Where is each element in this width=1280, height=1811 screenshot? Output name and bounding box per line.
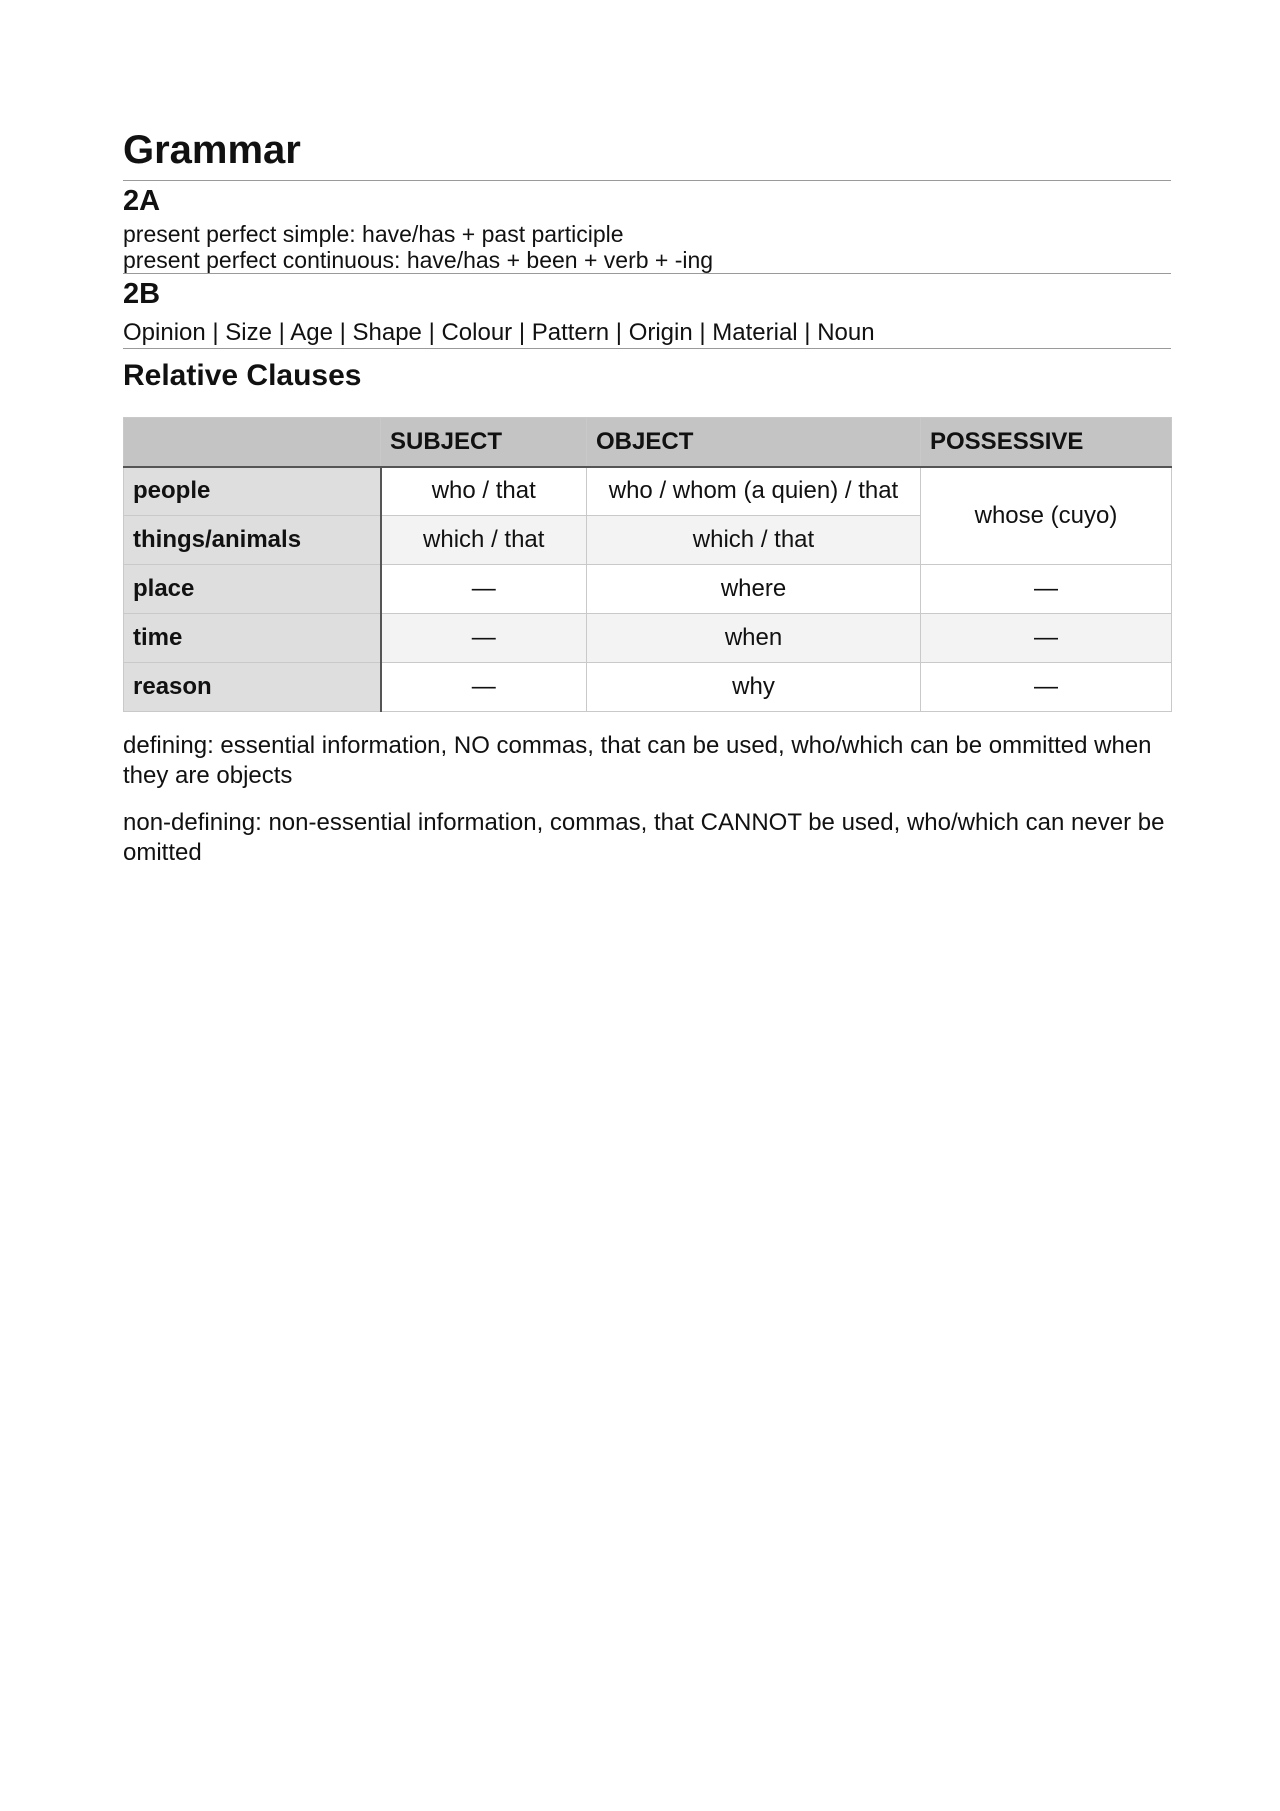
- section-2a-heading: 2A: [123, 185, 161, 217]
- cell-object: when: [587, 614, 921, 663]
- table-row: [124, 663, 1172, 712]
- adjective-order: Opinion | Size | Age | Shape | Colour | Pattern | Origin | Material | Noun: [123, 319, 875, 346]
- cell-object: who / whom (a quien) / that: [587, 467, 921, 516]
- cell-object: where: [587, 565, 921, 614]
- cell-subject: —: [381, 663, 587, 712]
- cell-possessive: —: [921, 614, 1172, 663]
- section-2b-heading: 2B: [123, 278, 161, 310]
- table-row: [124, 467, 1172, 516]
- row-label: time: [124, 614, 381, 663]
- row-label: things/animals: [124, 516, 381, 565]
- header-object: OBJECT: [587, 418, 921, 467]
- relative-clauses-table: [123, 417, 1172, 712]
- header-empty: [124, 418, 381, 467]
- section-2a-line-2: present perfect continuous: have/has + been + verb + -ing: [123, 247, 714, 273]
- cell-possessive: —: [921, 663, 1172, 712]
- table-row: [124, 614, 1172, 663]
- divider-relative-clauses: [123, 348, 1171, 349]
- defining-note: defining: essential information, NO commas, that can be used, who/which can be ommitted when they are objects: [123, 732, 1152, 789]
- cell-possessive: —: [921, 565, 1172, 614]
- table-header-row: [124, 418, 1172, 467]
- page-title: Grammar: [123, 128, 301, 172]
- section-2a: [123, 181, 1171, 273]
- row-label: people: [124, 467, 381, 516]
- row-label: place: [124, 565, 381, 614]
- table-row: [124, 565, 1172, 614]
- document-content: [123, 120, 1171, 868]
- header-subject: SUBJECT: [381, 418, 587, 467]
- cell-object: why: [587, 663, 921, 712]
- section-relative-clauses: [123, 356, 1171, 868]
- relative-clauses-heading: Relative Clauses: [123, 359, 362, 392]
- cell-possessive-merged: whose (cuyo): [921, 467, 1172, 565]
- header-possessive: POSSESSIVE: [921, 418, 1172, 467]
- cell-subject: who / that: [381, 467, 587, 516]
- cell-subject: —: [381, 565, 587, 614]
- non-defining-note: non-defining: non-essential information, commas, that CANNOT be used, who/which can never be omitted: [123, 809, 1165, 866]
- section-2a-line-1: present perfect simple: have/has + past participle: [123, 221, 624, 247]
- row-label: reason: [124, 663, 381, 712]
- cell-subject: —: [381, 614, 587, 663]
- section-2b: [123, 274, 1171, 348]
- cell-subject: which / that: [381, 516, 587, 565]
- cell-object: which / that: [587, 516, 921, 565]
